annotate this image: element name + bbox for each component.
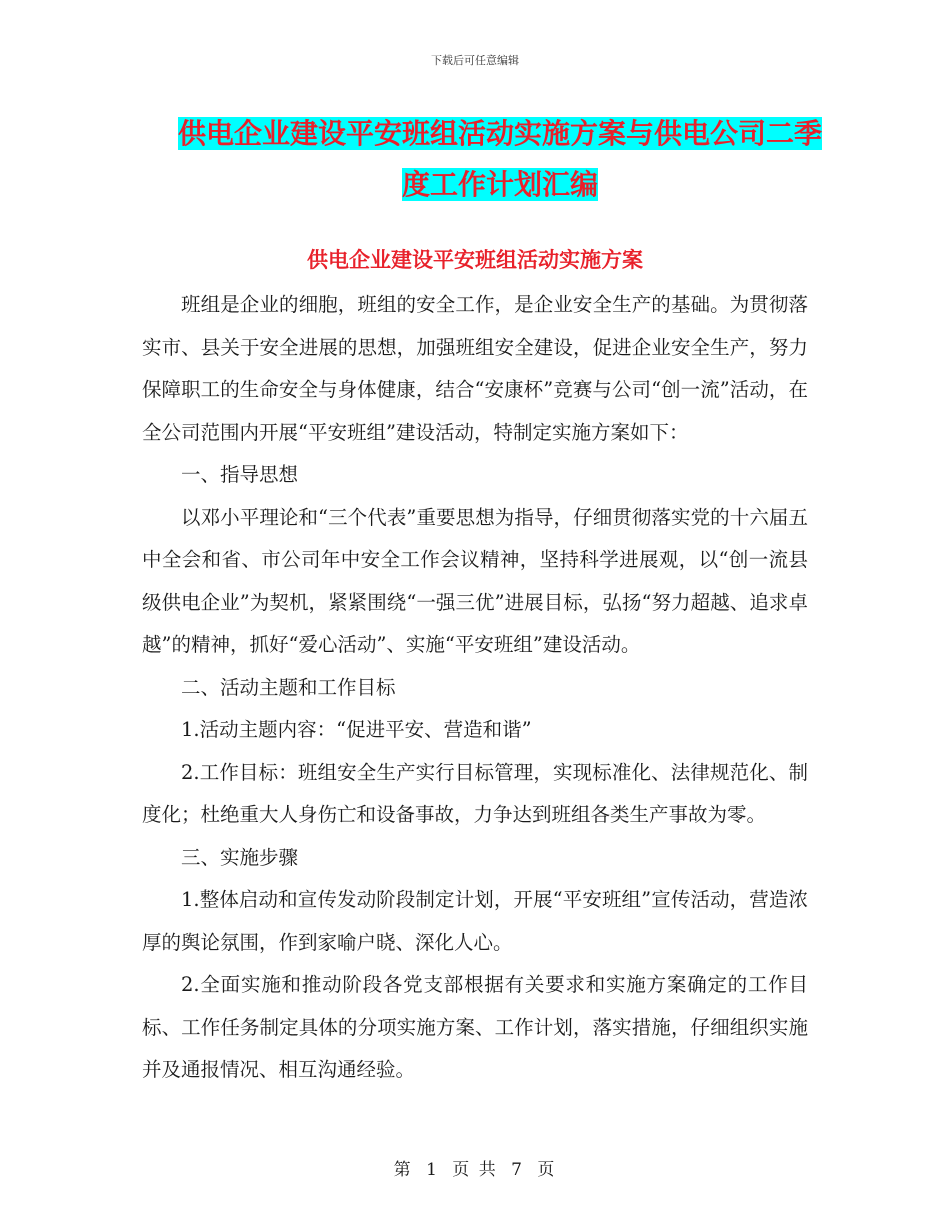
footer-suffix: 页 <box>537 1160 557 1180</box>
paragraph-theme: 1.活动主题内容：“促进平安、营造和谐” <box>181 718 532 741</box>
page-footer <box>0 1155 950 1180</box>
paragraph-guiding-thought: 以邓小平理论和“三个代表”重要思想为指导，仔细贯彻落实党的十六届五中全会和省、市公司年中安全工作会议精神，坚持科学进展观，以“创一流县级供电企业”为契机，紧紧围绕“一强三优”进展目标，弘扬“努力超越、追求卓越”的精神，抓好“爱心活动”、实施“平安班组”建设活动。 <box>142 505 808 656</box>
document-body <box>142 284 808 1092</box>
paragraph-intro: 班组是企业的细胞，班组的安全工作，是企业安全生产的基础。为贯彻落实市、县关于安全进展的思想，加强班组安全建设，促进企业安全生产，努力保障职工的生命安全与身体健康，结合“安康杯”竞赛与公司“创一流”活动，在全公司范围内开展“平安班组”建设活动，特制定实施方案如下： <box>142 293 808 444</box>
document-title <box>140 108 860 210</box>
heading-guiding-thought: 一、指导思想 <box>181 463 299 486</box>
page-header-note: 下载后可任意编辑 <box>431 54 519 67</box>
document-title-line-2: 度工作计划汇编 <box>401 168 598 201</box>
heading-theme-and-goals: 二、活动主题和工作目标 <box>181 675 396 699</box>
footer-total-pages: 7 <box>511 1160 524 1180</box>
document-title-line-1: 供电企业建设平安班组活动实施方案与供电公司二季 <box>177 117 822 150</box>
section-title: 供电企业建设平安班组活动实施方案 <box>307 247 643 272</box>
paragraph-goals: 2.工作目标：班组安全生产实行目标管理，实现标准化、法律规范化、制度化；杜绝重大人身伤亡和设备事故，力争达到班组各类生产事故为零。 <box>142 760 808 826</box>
paragraph-step-1: 1.整体启动和宣传发动阶段制定计划，开展“平安班组”宣传活动，营造浓厚的舆论氛围，作到家喻户晓、深化人心。 <box>142 888 808 954</box>
footer-page-number: 1 <box>426 1160 439 1180</box>
paragraph-step-2: 2.全面实施和推动阶段各党支部根据有关要求和实施方案确定的工作目标、工作任务制定具体的分项实施方案、工作计划，落实措施，仔细组织实施并及通报情况、相互沟通经验。 <box>142 973 808 1081</box>
heading-implementation-steps: 三、实施步骤 <box>181 845 299 869</box>
footer-prefix: 第 <box>393 1160 413 1180</box>
footer-middle: 页 共 <box>452 1160 498 1180</box>
